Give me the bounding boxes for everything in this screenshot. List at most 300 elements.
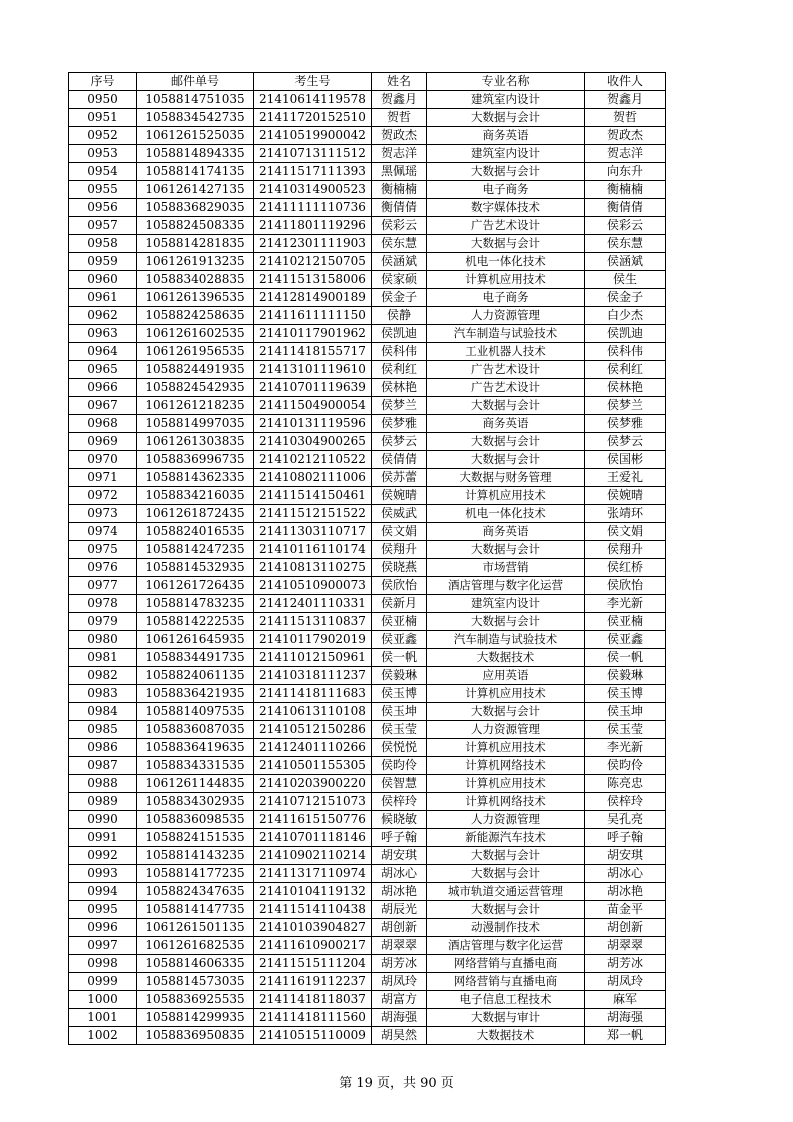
major-cell: 网络营销与直播电商: [427, 973, 585, 991]
name-cell: 侯晓燕: [372, 559, 427, 577]
table-row: [69, 757, 666, 775]
major-cell: 网络营销与直播电商: [427, 955, 585, 973]
major-cell: 大数据与会计: [427, 433, 585, 451]
major-cell: 数字媒体技术: [427, 199, 585, 217]
major-cell: 大数据与会计: [427, 613, 585, 631]
exam-number-cell: 21413101119610: [254, 361, 372, 379]
recipient-cell: 向东升: [585, 163, 666, 181]
mail-number-cell: 1058814097535: [137, 703, 254, 721]
header-exam-number: 考生号: [254, 73, 372, 91]
exam-number-cell: 21411012150961: [254, 649, 372, 667]
exam-number-cell: 21410515110009: [254, 1027, 372, 1045]
seq-cell: 0998: [69, 955, 137, 973]
mail-number-cell: 1061261602535: [137, 325, 254, 343]
table-row: [69, 631, 666, 649]
table-row: [69, 289, 666, 307]
exam-number-cell: 21412401110266: [254, 739, 372, 757]
seq-cell: 0975: [69, 541, 137, 559]
major-cell: 大数据与审计: [427, 1009, 585, 1027]
exam-number-cell: 21411801119296: [254, 217, 372, 235]
seq-cell: 0999: [69, 973, 137, 991]
table-row: [69, 865, 666, 883]
seq-cell: 0986: [69, 739, 137, 757]
major-cell: 汽车制造与试验技术: [427, 631, 585, 649]
recipient-cell: 吴孔亮: [585, 811, 666, 829]
name-cell: 侯彩云: [372, 217, 427, 235]
name-cell: 侯科伟: [372, 343, 427, 361]
name-cell: 胡冰心: [372, 865, 427, 883]
mail-number-cell: 1058814281835: [137, 235, 254, 253]
name-cell: 胡海强: [372, 1009, 427, 1027]
exam-number-cell: 21411720152510: [254, 109, 372, 127]
table-row: [69, 919, 666, 937]
major-cell: 建筑室内设计: [427, 91, 585, 109]
exam-number-cell: 21412401110331: [254, 595, 372, 613]
name-cell: 候晓敏: [372, 811, 427, 829]
name-cell: 侯东慧: [372, 235, 427, 253]
exam-number-cell: 21410212110522: [254, 451, 372, 469]
exam-number-cell: 21411418111560: [254, 1009, 372, 1027]
name-cell: 侯亚鑫: [372, 631, 427, 649]
seq-cell: 0993: [69, 865, 137, 883]
exam-number-cell: 21410116110174: [254, 541, 372, 559]
name-cell: 侯毅琳: [372, 667, 427, 685]
mail-number-cell: 1058814606335: [137, 955, 254, 973]
major-cell: 商务英语: [427, 127, 585, 145]
name-cell: 胡安琪: [372, 847, 427, 865]
exam-number-cell: 21411514150461: [254, 487, 372, 505]
mail-number-cell: 1061261144835: [137, 775, 254, 793]
seq-cell: 1001: [69, 1009, 137, 1027]
recipient-cell: 侯林艳: [585, 379, 666, 397]
major-cell: 工业机器人技术: [427, 343, 585, 361]
exam-number-cell: 21410614119578: [254, 91, 372, 109]
major-cell: 广告艺术设计: [427, 217, 585, 235]
exam-number-cell: 21410613110108: [254, 703, 372, 721]
exam-number-cell: 21410314900523: [254, 181, 372, 199]
mail-number-cell: 1058824258635: [137, 307, 254, 325]
major-cell: 大数据与会计: [427, 163, 585, 181]
exam-number-cell: 21410103904827: [254, 919, 372, 937]
recipient-cell: 侯昀伶: [585, 757, 666, 775]
exam-number-cell: 21410701118146: [254, 829, 372, 847]
seq-cell: 0990: [69, 811, 137, 829]
table-row: [69, 955, 666, 973]
seq-cell: 0988: [69, 775, 137, 793]
recipient-cell: 侯翔升: [585, 541, 666, 559]
exam-number-cell: 21410712151073: [254, 793, 372, 811]
table-row: [69, 307, 666, 325]
recipient-cell: 胡创新: [585, 919, 666, 937]
major-cell: 机电一体化技术: [427, 253, 585, 271]
name-cell: 衡倩倩: [372, 199, 427, 217]
major-cell: 计算机应用技术: [427, 739, 585, 757]
mail-number-cell: 1058836996735: [137, 451, 254, 469]
recipient-cell: 贺哲: [585, 109, 666, 127]
mail-number-cell: 1061261872435: [137, 505, 254, 523]
mail-number-cell: 1058814247235: [137, 541, 254, 559]
table-row: [69, 379, 666, 397]
recipient-cell: 侯文娟: [585, 523, 666, 541]
exam-number-cell: 21410117902019: [254, 631, 372, 649]
page-footer: 第 19 页，共 90 页: [339, 1076, 454, 1091]
mail-number-cell: 1058836087035: [137, 721, 254, 739]
exam-number-cell: 21410501155305: [254, 757, 372, 775]
table-row: [69, 235, 666, 253]
mail-number-cell: 1058836419635: [137, 739, 254, 757]
major-cell: 大数据与会计: [427, 901, 585, 919]
name-cell: 呼子翰: [372, 829, 427, 847]
seq-cell: 0968: [69, 415, 137, 433]
name-cell: 侯涵斌: [372, 253, 427, 271]
seq-cell: 0977: [69, 577, 137, 595]
seq-cell: 0997: [69, 937, 137, 955]
table-row: [69, 109, 666, 127]
major-cell: 酒店管理与数字化运营: [427, 937, 585, 955]
exam-number-cell: 21410117901962: [254, 325, 372, 343]
name-cell: 侯梦云: [372, 433, 427, 451]
exam-number-cell: 21410203900220: [254, 775, 372, 793]
table-row: [69, 217, 666, 235]
major-cell: 建筑室内设计: [427, 595, 585, 613]
mail-number-cell: 1058814174135: [137, 163, 254, 181]
name-cell: 侯梓玲: [372, 793, 427, 811]
seq-cell: 0974: [69, 523, 137, 541]
recipient-cell: 侯梓玲: [585, 793, 666, 811]
recipient-cell: 侯亚楠: [585, 613, 666, 631]
name-cell: 胡富方: [372, 991, 427, 1009]
exam-number-cell: 21411317110974: [254, 865, 372, 883]
recipient-cell: 侯生: [585, 271, 666, 289]
seq-cell: 0971: [69, 469, 137, 487]
mail-number-cell: 1058836098535: [137, 811, 254, 829]
exam-number-cell: 21411504900054: [254, 397, 372, 415]
seq-cell: 0959: [69, 253, 137, 271]
major-cell: 机电一体化技术: [427, 505, 585, 523]
recipient-cell: 贺政杰: [585, 127, 666, 145]
name-cell: 衡楠楠: [372, 181, 427, 199]
table-row: [69, 343, 666, 361]
seq-cell: 0985: [69, 721, 137, 739]
exam-number-cell: 21410902110214: [254, 847, 372, 865]
name-cell: 侯凯迪: [372, 325, 427, 343]
name-cell: 侯欣怡: [372, 577, 427, 595]
mail-number-cell: 1061261218235: [137, 397, 254, 415]
recipient-cell: 侯一帆: [585, 649, 666, 667]
seq-cell: 0960: [69, 271, 137, 289]
seq-cell: 0950: [69, 91, 137, 109]
major-cell: 电子信息工程技术: [427, 991, 585, 1009]
name-cell: 侯悦悦: [372, 739, 427, 757]
major-cell: 计算机应用技术: [427, 685, 585, 703]
mail-number-cell: 1058834542735: [137, 109, 254, 127]
exam-number-cell: 21410802111006: [254, 469, 372, 487]
major-cell: 大数据与会计: [427, 109, 585, 127]
table-row: [69, 937, 666, 955]
name-cell: 侯婉晴: [372, 487, 427, 505]
recipient-cell: 白少杰: [585, 307, 666, 325]
seq-cell: 0969: [69, 433, 137, 451]
table-row: [69, 577, 666, 595]
seq-cell: 0976: [69, 559, 137, 577]
seq-cell: 0957: [69, 217, 137, 235]
major-cell: 广告艺术设计: [427, 361, 585, 379]
mail-number-cell: 1061261956535: [137, 343, 254, 361]
recipient-cell: 侯欣怡: [585, 577, 666, 595]
mail-number-cell: 1061261303835: [137, 433, 254, 451]
recipient-cell: 侯玉莹: [585, 721, 666, 739]
major-cell: 酒店管理与数字化运营: [427, 577, 585, 595]
seq-cell: 0981: [69, 649, 137, 667]
exam-number-cell: 21411517111393: [254, 163, 372, 181]
mail-number-cell: 1058834216035: [137, 487, 254, 505]
seq-cell: 0995: [69, 901, 137, 919]
major-cell: 计算机网络技术: [427, 757, 585, 775]
seq-cell: 0978: [69, 595, 137, 613]
exam-number-cell: 21412814900189: [254, 289, 372, 307]
name-cell: 侯玉莹: [372, 721, 427, 739]
mail-number-cell: 1061261501135: [137, 919, 254, 937]
table-row: [69, 775, 666, 793]
mail-number-cell: 1061261682535: [137, 937, 254, 955]
seq-cell: 0965: [69, 361, 137, 379]
exam-number-cell: 21411418155717: [254, 343, 372, 361]
recipient-cell: 侯梦云: [585, 433, 666, 451]
seq-cell: 0972: [69, 487, 137, 505]
mail-number-cell: 1058814177235: [137, 865, 254, 883]
seq-cell: 0961: [69, 289, 137, 307]
seq-cell: 1000: [69, 991, 137, 1009]
mail-number-cell: 1058836950835: [137, 1027, 254, 1045]
major-cell: 建筑室内设计: [427, 145, 585, 163]
recipient-cell: 胡翠翠: [585, 937, 666, 955]
recipient-cell: 胡芳冰: [585, 955, 666, 973]
exam-number-cell: 21412301111903: [254, 235, 372, 253]
major-cell: 大数据技术: [427, 649, 585, 667]
table-row: [69, 973, 666, 991]
major-cell: 汽车制造与试验技术: [427, 325, 585, 343]
name-cell: 侯玉坤: [372, 703, 427, 721]
name-cell: 胡昊然: [372, 1027, 427, 1045]
major-cell: 计算机应用技术: [427, 775, 585, 793]
table-row: [69, 901, 666, 919]
major-cell: 人力资源管理: [427, 721, 585, 739]
major-cell: 大数据与会计: [427, 451, 585, 469]
mail-number-cell: 1058834491735: [137, 649, 254, 667]
mail-number-cell: 1058834028835: [137, 271, 254, 289]
name-cell: 侯梦兰: [372, 397, 427, 415]
name-cell: 贺哲: [372, 109, 427, 127]
major-cell: 动漫制作技术: [427, 919, 585, 937]
table-row: [69, 523, 666, 541]
mail-number-cell: 1058824347635: [137, 883, 254, 901]
seq-cell: 0954: [69, 163, 137, 181]
name-cell: 侯利红: [372, 361, 427, 379]
table-row: [69, 271, 666, 289]
mail-number-cell: 1058834302935: [137, 793, 254, 811]
seq-cell: 0996: [69, 919, 137, 937]
mail-number-cell: 1058814362335: [137, 469, 254, 487]
exam-number-cell: 21411111110736: [254, 199, 372, 217]
table-row: [69, 703, 666, 721]
major-cell: 电子商务: [427, 289, 585, 307]
seq-cell: 0973: [69, 505, 137, 523]
recipient-cell: 麻军: [585, 991, 666, 1009]
header-recipient: 收件人: [585, 73, 666, 91]
recipient-cell: 胡安琪: [585, 847, 666, 865]
seq-cell: 0992: [69, 847, 137, 865]
table-row: [69, 613, 666, 631]
major-cell: 大数据技术: [427, 1027, 585, 1045]
seq-cell: 0967: [69, 397, 137, 415]
seq-cell: 0987: [69, 757, 137, 775]
major-cell: 商务英语: [427, 523, 585, 541]
name-cell: 胡冰艳: [372, 883, 427, 901]
table-row: [69, 793, 666, 811]
header-major: 专业名称: [427, 73, 585, 91]
name-cell: 胡凤玲: [372, 973, 427, 991]
exam-number-cell: 21411615150776: [254, 811, 372, 829]
exam-number-cell: 21411513110837: [254, 613, 372, 631]
table-row: [69, 883, 666, 901]
seq-cell: 0952: [69, 127, 137, 145]
header-seq: 序号: [69, 73, 137, 91]
exam-number-cell: 21411418118037: [254, 991, 372, 1009]
table-row: [69, 181, 666, 199]
mail-number-cell: 1058814783235: [137, 595, 254, 613]
table-row: [69, 739, 666, 757]
major-cell: 新能源汽车技术: [427, 829, 585, 847]
exam-number-cell: 21410713111512: [254, 145, 372, 163]
exam-number-cell: 21411418111683: [254, 685, 372, 703]
recipient-cell: 侯涵斌: [585, 253, 666, 271]
recipient-cell: 侯科伟: [585, 343, 666, 361]
seq-cell: 0980: [69, 631, 137, 649]
recipient-cell: 侯红桥: [585, 559, 666, 577]
recipient-cell: 苗金平: [585, 901, 666, 919]
mail-number-cell: 1058824151535: [137, 829, 254, 847]
recipient-cell: 衡倩倩: [585, 199, 666, 217]
exam-number-cell: 21411611111150: [254, 307, 372, 325]
name-cell: 侯智慧: [372, 775, 427, 793]
recipient-cell: 侯亚鑫: [585, 631, 666, 649]
table-row: [69, 415, 666, 433]
major-cell: 大数据与财务管理: [427, 469, 585, 487]
recipient-cell: 胡凤玲: [585, 973, 666, 991]
recipient-cell: 侯玉坤: [585, 703, 666, 721]
table-row: [69, 361, 666, 379]
seq-cell: 0970: [69, 451, 137, 469]
name-cell: 贺政杰: [372, 127, 427, 145]
mail-number-cell: 1058824508335: [137, 217, 254, 235]
mail-number-cell: 1058836925535: [137, 991, 254, 1009]
table-row: [69, 595, 666, 613]
name-cell: 侯玉博: [372, 685, 427, 703]
recipient-cell: 胡海强: [585, 1009, 666, 1027]
name-cell: 贺志洋: [372, 145, 427, 163]
mail-number-cell: 1061261726435: [137, 577, 254, 595]
table-row: [69, 505, 666, 523]
exam-number-cell: 21411610900217: [254, 937, 372, 955]
major-cell: 市场营销: [427, 559, 585, 577]
table-row: [69, 685, 666, 703]
recipient-cell: 侯梦兰: [585, 397, 666, 415]
table-row: [69, 1027, 666, 1045]
seq-cell: 0956: [69, 199, 137, 217]
recipient-cell: 侯国彬: [585, 451, 666, 469]
major-cell: 人力资源管理: [427, 811, 585, 829]
table-row: [69, 1009, 666, 1027]
exam-number-cell: 21411513158006: [254, 271, 372, 289]
exam-number-cell: 21411512151522: [254, 505, 372, 523]
name-cell: 侯苏蕾: [372, 469, 427, 487]
major-cell: 计算机应用技术: [427, 487, 585, 505]
header-name: 姓名: [372, 73, 427, 91]
table-row: [69, 451, 666, 469]
mail-number-cell: 1058814299935: [137, 1009, 254, 1027]
seq-cell: 0989: [69, 793, 137, 811]
seq-cell: 0964: [69, 343, 137, 361]
header-mail-number: 邮件单号: [137, 73, 254, 91]
name-cell: 侯亚楠: [372, 613, 427, 631]
name-cell: 胡辰光: [372, 901, 427, 919]
name-cell: 侯威武: [372, 505, 427, 523]
name-cell: 侯昀伶: [372, 757, 427, 775]
mail-number-cell: 1058824491935: [137, 361, 254, 379]
table-row: [69, 397, 666, 415]
name-cell: 侯梦雅: [372, 415, 427, 433]
exam-number-cell: 21410813110275: [254, 559, 372, 577]
exam-number-cell: 21410131119596: [254, 415, 372, 433]
mail-number-cell: 1058814222535: [137, 613, 254, 631]
table-row: [69, 541, 666, 559]
exam-number-cell: 21411619112237: [254, 973, 372, 991]
recipient-cell: 贺志洋: [585, 145, 666, 163]
mail-number-cell: 1058824542935: [137, 379, 254, 397]
recipient-cell: 王爱礼: [585, 469, 666, 487]
recipient-cell: 贺鑫月: [585, 91, 666, 109]
name-cell: 胡创新: [372, 919, 427, 937]
mail-number-cell: 1058814751035: [137, 91, 254, 109]
name-cell: 胡芳冰: [372, 955, 427, 973]
mail-number-cell: 1058814532935: [137, 559, 254, 577]
table-row: [69, 91, 666, 109]
mail-number-cell: 1058834331535: [137, 757, 254, 775]
seq-cell: 1002: [69, 1027, 137, 1045]
name-cell: 侯林艳: [372, 379, 427, 397]
recipient-cell: 陈亮忠: [585, 775, 666, 793]
recipient-cell: 侯婉晴: [585, 487, 666, 505]
major-cell: 大数据与会计: [427, 235, 585, 253]
recipient-cell: 胡冰心: [585, 865, 666, 883]
seq-cell: 0963: [69, 325, 137, 343]
table-row: [69, 469, 666, 487]
name-cell: 胡翠翠: [372, 937, 427, 955]
recipient-cell: 侯毅琳: [585, 667, 666, 685]
major-cell: 大数据与会计: [427, 847, 585, 865]
recipient-cell: 侯梦雅: [585, 415, 666, 433]
table-row: [69, 145, 666, 163]
exam-number-cell: 21410318111237: [254, 667, 372, 685]
mail-number-cell: 1058824016535: [137, 523, 254, 541]
name-cell: 贺鑫月: [372, 91, 427, 109]
seq-cell: 0979: [69, 613, 137, 631]
seq-cell: 0983: [69, 685, 137, 703]
recipient-cell: 侯金子: [585, 289, 666, 307]
exam-number-cell: 21410510900073: [254, 577, 372, 595]
name-cell: 侯静: [372, 307, 427, 325]
exam-number-cell: 21410304900265: [254, 433, 372, 451]
